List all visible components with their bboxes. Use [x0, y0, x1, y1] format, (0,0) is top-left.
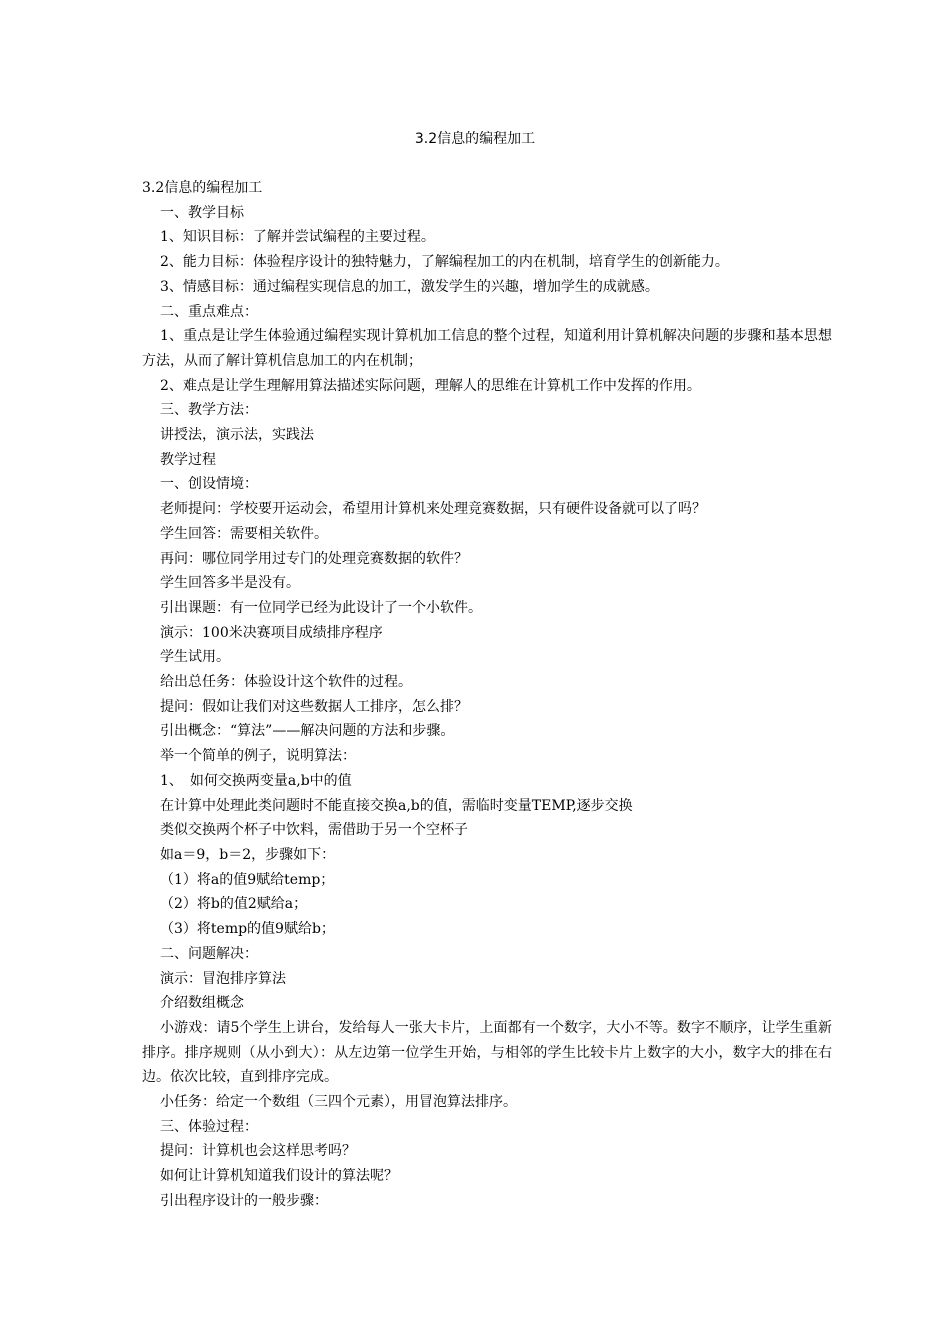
paragraph-line: 提问：假如让我们对这些数据人工排序，怎么排？: [160, 698, 468, 715]
paragraph-line: 介绍数组概念: [160, 995, 244, 1012]
paragraph-line: 在计算中处理此类问题时不能直接交换a,b的值，需临时变量TEMP,逐步交换: [160, 797, 633, 814]
paragraph-line: 学生回答多半是没有。: [160, 575, 300, 592]
paragraph-line: 1、 如何交换两变量a,b中的值: [160, 772, 352, 789]
heading-teaching-methods: 三、教学方法：: [160, 402, 258, 419]
paragraph-line: 1、重点是让学生体验通过编程实现计算机加工信息的整个过程，知道利用计算机解决问题的步骤和基本思想方法，从而了解计算机信息加工的内在机制；: [142, 328, 832, 369]
document-body: [142, 176, 832, 1214]
page-title: 3.2信息的编程加工: [414, 131, 536, 147]
paragraph-line: 如a＝9，b＝2，步骤如下：: [160, 846, 336, 863]
paragraph-line: 学生回答：需要相关软件。: [160, 525, 328, 542]
heading-teaching-goals: 一、教学目标: [160, 204, 244, 221]
list-item: （3）将temp的值9赋给b；: [160, 921, 335, 938]
paragraph-line: 如何让计算机知道我们设计的算法呢？: [160, 1168, 398, 1185]
paragraph-line: 2、能力目标：体验程序设计的独特魅力，了解编程加工的内在机制，培育学生的创新能力。: [160, 254, 729, 271]
paragraph-line: 讲授法，演示法，实践法: [160, 427, 314, 444]
section-heading: 3.2信息的编程加工: [142, 180, 263, 196]
heading-teaching-process: 教学过程: [160, 451, 216, 468]
paragraph-line: 类似交换两个杯子中饮料，需借助于另一个空杯子: [160, 822, 468, 839]
paragraph-line: 举一个简单的例子，说明算法：: [160, 748, 356, 765]
paragraph-line: 学生试用。: [160, 649, 230, 666]
heading-problem-solving: 二、问题解决：: [160, 945, 258, 962]
paragraph-line: 演示：冒泡排序算法: [160, 970, 286, 987]
paragraph-line: 引出概念：“算法”——解决问题的方法和步骤。: [160, 723, 455, 740]
paragraph-line: 引出程序设计的一般步骤：: [160, 1192, 328, 1209]
paragraph-line: 3、情感目标：通过编程实现信息的加工，激发学生的兴趣，增加学生的成就感。: [160, 278, 659, 295]
paragraph-line: 演示：100米决赛项目成绩排序程序: [160, 624, 383, 641]
paragraph-line: 提问：计算机也会这样思考吗？: [160, 1143, 356, 1160]
paragraph-line: 给出总任务：体验设计这个软件的过程。: [160, 674, 412, 691]
list-item: （2）将b的值2赋给a；: [160, 896, 308, 913]
paragraph-line: 引出课题：有一位同学已经为此设计了一个小软件。: [160, 599, 482, 616]
paragraph-line: 小游戏：请5个学生上讲台，发给每人一张大卡片，上面都有一个数字，大小不等。数字不顺序，让学生重新排序。排序规则（从小到大）：从左边第一位学生开始，与相邻的学生比较卡片上数字的大小，数字大的排在右边。依次比较，直到排序完成。: [142, 1019, 832, 1086]
heading-create-scenario: 一、创设情境：: [160, 476, 258, 493]
paragraph-line: 老师提问：学校要开运动会，希望用计算机来处理竞赛数据，只有硬件设备就可以了吗？: [160, 501, 706, 518]
paragraph-line: 再问：哪位同学用过专门的处理竞赛数据的软件？: [160, 550, 468, 567]
heading-key-points: 二、重点难点：: [160, 303, 258, 320]
paragraph-line: 2、难点是让学生理解用算法描述实际问题，理解人的思维在计算机工作中发挥的作用。: [160, 377, 701, 394]
list-item: （1）将a的值9赋给temp；: [160, 871, 335, 888]
paragraph-line: 小任务：给定一个数组（三四个元素），用冒泡算法排序。: [160, 1094, 517, 1111]
heading-experience-process: 三、体验过程：: [160, 1118, 258, 1135]
paragraph-line: 1、知识目标：了解并尝试编程的主要过程。: [160, 229, 435, 246]
